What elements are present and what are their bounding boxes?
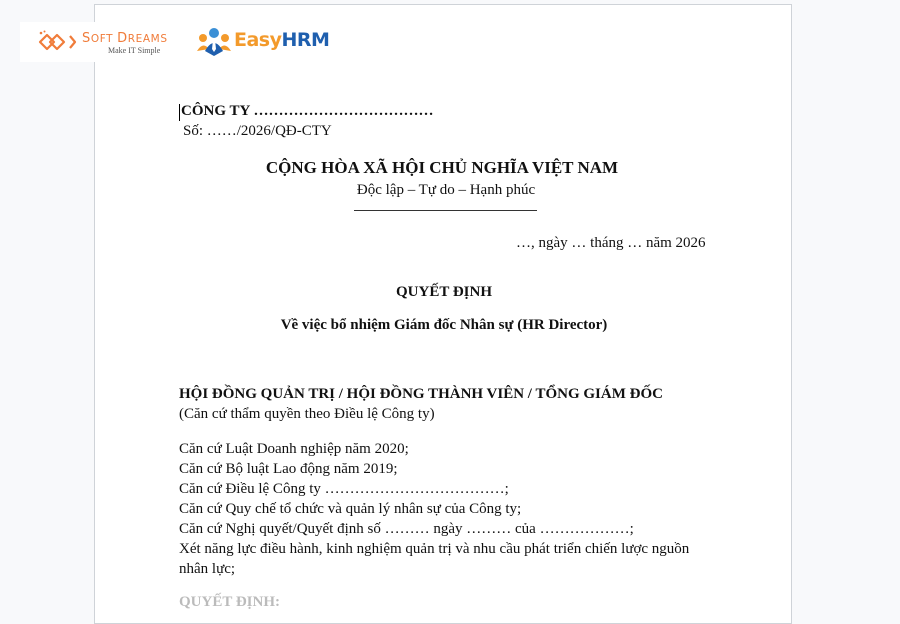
legal-basis-item: nhân lực; xyxy=(179,561,236,577)
authority-note: (Căn cứ thẩm quyền theo Điều lệ Công ty) xyxy=(179,406,435,422)
national-motto: Độc lập – Tự do – Hạnh phúc xyxy=(356,182,536,198)
decision-title: QUYẾT ĐỊNH xyxy=(396,284,492,300)
legal-basis-item: Xét năng lực điều hành, kinh nghiệm quản trị và nhu cầu phát triển chiến lược nguồn xyxy=(179,541,690,557)
authority-heading: HỘI ĐỒNG QUẢN TRỊ / HỘI ĐỒNG THÀNH VIÊN / TỔNG GIÁM ĐỐC xyxy=(179,386,663,402)
legal-basis-item: Căn cứ Luật Doanh nghiệp năm 2020; xyxy=(179,441,409,457)
legal-basis-item: Căn cứ Điều lệ Công ty ………………………………; xyxy=(179,481,509,497)
softdreams-wordmark: SOFT DREAMS xyxy=(82,31,168,46)
text-cursor xyxy=(179,104,180,121)
company-line: CÔNG TY ……………………………… xyxy=(181,103,434,119)
decision-subject: Về việc bổ nhiệm Giám đốc Nhân sự (HR Director) xyxy=(280,317,608,333)
date-line: …, ngày … tháng … năm 2026 xyxy=(516,235,706,251)
cutoff-heading: QUYẾT ĐỊNH: xyxy=(179,594,280,610)
easyhrm-wordmark: EasyHRM xyxy=(234,29,330,51)
decision-number: Số: ……/2026/QĐ-CTY xyxy=(183,123,332,139)
legal-basis-item: Căn cứ Nghị quyết/Quyết định số ……… ngày ……… của ………………; xyxy=(179,521,634,537)
national-title: CỘNG HÒA XÃ HỘI CHỦ NGHĨA VIỆT NAM xyxy=(265,158,619,177)
legal-basis-item: Căn cứ Quy chế tổ chức và quản lý nhân sự của Công ty; xyxy=(179,501,522,517)
legal-basis-item: Căn cứ Bộ luật Lao động năm 2019; xyxy=(179,461,398,477)
motto-underline xyxy=(354,210,537,211)
softdreams-tagline: Make IT Simple xyxy=(108,46,161,55)
